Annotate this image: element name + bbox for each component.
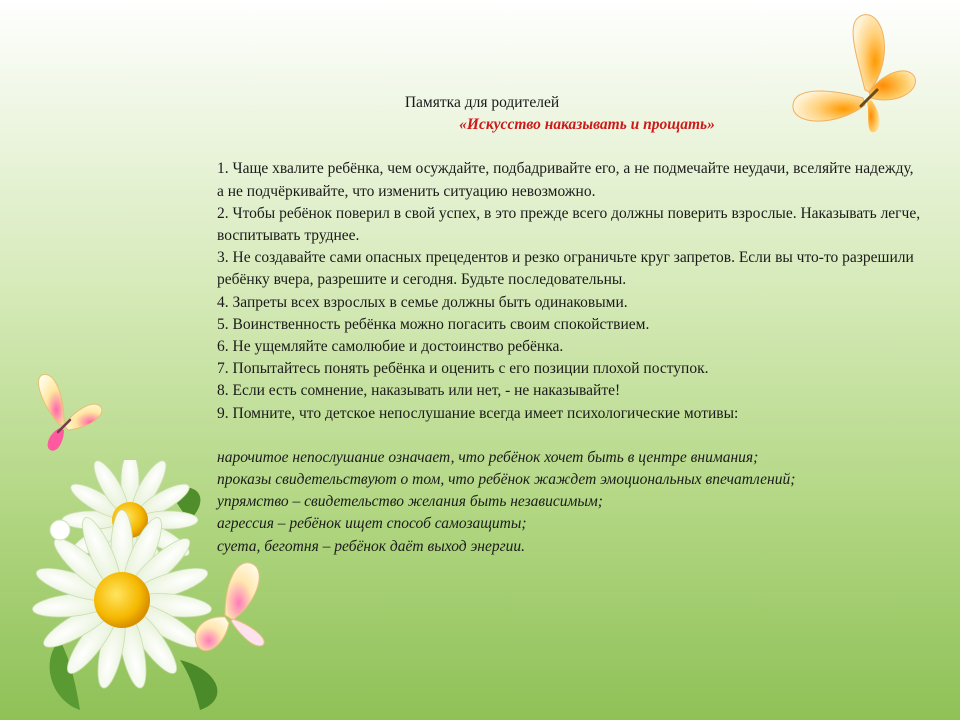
spacer xyxy=(217,425,922,447)
spacer xyxy=(217,136,922,158)
motive-item: упрямство – свидетельство желания быть независимым; xyxy=(217,493,603,511)
list-item: 9. Помните, что детское непослушание всегда имеет психологические мотивы: xyxy=(217,404,739,422)
list-item: 5. Воинственность ребёнка можно погасить своим спокойствием. xyxy=(217,315,650,333)
butterfly-pink-small-icon xyxy=(20,370,110,460)
motive-item: нарочитое непослушание означает, что ребёнок хочет быть в центре внимания; xyxy=(217,448,759,466)
motive-item: суета, беготня – ребёнок даёт выход энергии. xyxy=(217,537,526,555)
butterfly-pink-large-icon xyxy=(185,555,275,665)
list-item: 6. Не ущемляйте самолюбие и достоинство ребёнка. xyxy=(217,338,564,356)
motive-item: проказы свидетельствуют о том, что ребёнок жаждет эмоциональных впечатлений; xyxy=(217,471,796,489)
list-item: 2. Чтобы ребёнок поверил в свой успех, в это прежде всего должны поверить взрослые. Наказывать легче, воспитывать труднее. xyxy=(217,204,921,245)
list-item: 3. Не создавайте сами опасных прецедентов и резко ограничьте круг запретов. Если вы что-то разрешили ребёнку вчера, разрешите и сегодня. Будьте последовательны. xyxy=(217,249,914,289)
motive-item: агрессия – ребёнок ищет способ самозащиты; xyxy=(217,515,527,533)
list-item: 1. Чаще хвалите ребёнка, чем осуждайте, подбадривайте его, а не подмечайте неудачи, вселяйте надежду, а не подчёркивайте, что изменить ситуацию невозможно. xyxy=(217,160,914,200)
page-title: Памятка для родителей xyxy=(404,94,560,111)
list-item: 4. Запреты всех взрослых в семье должны быть одинаковыми. xyxy=(217,293,628,311)
memo-text xyxy=(217,92,922,558)
page-subtitle: «Искусство наказывать и прощать» xyxy=(459,116,715,134)
list-item: 7. Попытайтесь понять ребёнка и оценить с его позиции плохой поступок. xyxy=(217,360,709,378)
list-item: 8. Если есть сомнение, наказывать или нет, - не наказывайте! xyxy=(217,382,621,400)
